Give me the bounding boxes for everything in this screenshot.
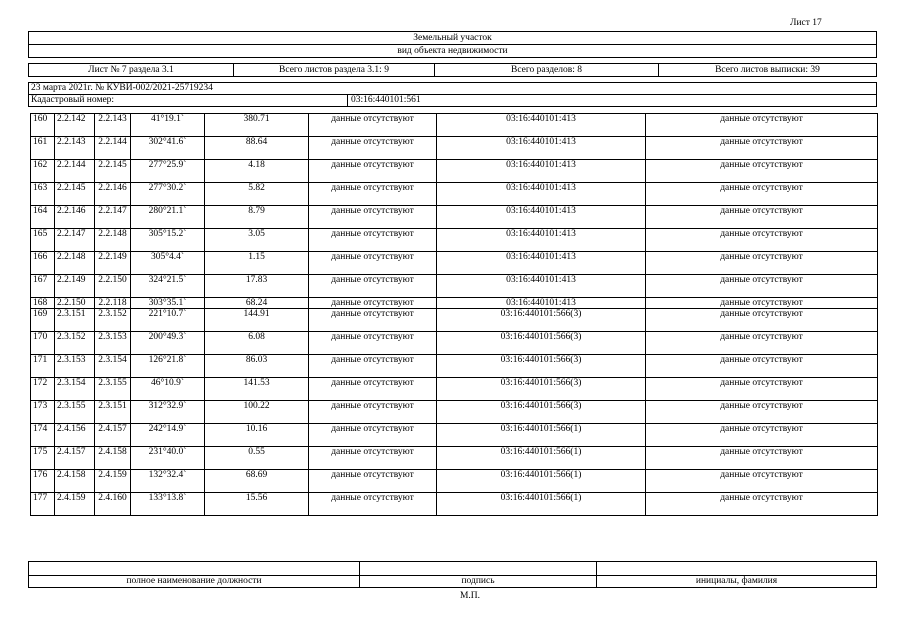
direction-angle: 200°49.3` — [131, 332, 205, 355]
horizontal-length: 88.64 — [205, 137, 309, 160]
adjacent-cadastral-number: 03:16:440101:413 — [437, 160, 646, 183]
section-sheet: Лист № 7 раздела 3.1 — [29, 64, 234, 76]
row-number: 162 — [31, 160, 55, 183]
horizontal-length: 8.79 — [205, 206, 309, 229]
row-number: 165 — [31, 229, 55, 252]
row-number: 164 — [31, 206, 55, 229]
direction-angle: 221°10.7` — [131, 309, 205, 332]
point-to: 2.2.150 — [95, 275, 131, 298]
adjacent-cadastral-number: 03:16:440101:413 — [437, 275, 646, 298]
direction-angle: 277°30.2` — [131, 183, 205, 206]
point-to: 2.2.147 — [95, 206, 131, 229]
adjacent-cadastral-number: 03:16:440101:566(3) — [437, 378, 646, 401]
measurement-description: данные отсутствуют — [309, 114, 437, 137]
adjacent-cadastral-number: 03:16:440101:413 — [437, 137, 646, 160]
table-row — [31, 298, 878, 309]
row-number: 171 — [31, 355, 55, 378]
measurement-description: данные отсутствуют — [309, 424, 437, 447]
table-row — [31, 309, 878, 332]
point-from: 2.2.149 — [55, 275, 95, 298]
adjacent-cadastral-number: 03:16:440101:566(1) — [437, 493, 646, 516]
adjacent-cadastral-number: 03:16:440101:566(3) — [437, 309, 646, 332]
direction-angle: 305°4.4` — [131, 252, 205, 275]
table-row — [31, 424, 878, 447]
point-from: 2.2.148 — [55, 252, 95, 275]
owner-address: данные отсутствуют — [646, 378, 878, 401]
table-row — [31, 470, 878, 493]
object-type: вид объекта недвижимости — [28, 44, 877, 58]
point-to: 2.2.143 — [95, 114, 131, 137]
horizontal-length: 86.03 — [205, 355, 309, 378]
point-to: 2.2.149 — [95, 252, 131, 275]
object-title: Земельный участок — [28, 31, 877, 45]
measurement-description: данные отсутствуют — [309, 252, 437, 275]
point-from: 2.2.143 — [55, 137, 95, 160]
horizontal-length: 1.15 — [205, 252, 309, 275]
owner-address: данные отсутствуют — [646, 137, 878, 160]
owner-address: данные отсутствуют — [646, 298, 878, 309]
owner-address: данные отсутствуют — [646, 424, 878, 447]
table-row — [31, 493, 878, 516]
sheet-number: Лист 17 — [790, 18, 822, 28]
row-number: 170 — [31, 332, 55, 355]
table-row — [31, 378, 878, 401]
row-number: 168 — [31, 298, 55, 309]
measurement-description: данные отсутствуют — [309, 378, 437, 401]
horizontal-length: 17.83 — [205, 275, 309, 298]
point-from: 2.2.147 — [55, 229, 95, 252]
adjacent-cadastral-number: 03:16:440101:566(3) — [437, 401, 646, 424]
horizontal-length: 15.56 — [205, 493, 309, 516]
point-from: 2.4.156 — [55, 424, 95, 447]
measurement-description: данные отсутствуют — [309, 183, 437, 206]
row-number: 176 — [31, 470, 55, 493]
direction-angle: 305°15.2` — [131, 229, 205, 252]
point-from: 2.3.151 — [55, 309, 95, 332]
owner-address: данные отсутствуют — [646, 355, 878, 378]
row-number: 175 — [31, 447, 55, 470]
name-label: инициалы, фамилия — [695, 576, 778, 586]
direction-angle: 324°21.5` — [131, 275, 205, 298]
adjacent-cadastral-number: 03:16:440101:413 — [437, 183, 646, 206]
point-to: 2.3.151 — [95, 401, 131, 424]
measurement-description: данные отсутствуют — [309, 447, 437, 470]
boundary-parts-table — [30, 113, 878, 516]
row-number: 160 — [31, 114, 55, 137]
horizontal-length: 68.69 — [205, 470, 309, 493]
direction-angle: 231°40.0` — [131, 447, 205, 470]
table-row — [31, 183, 878, 206]
point-from: 2.4.157 — [55, 447, 95, 470]
measurement-description: данные отсутствуют — [309, 275, 437, 298]
row-number: 166 — [31, 252, 55, 275]
adjacent-cadastral-number: 03:16:440101:413 — [437, 229, 646, 252]
horizontal-length: 0.55 — [205, 447, 309, 470]
point-to: 2.2.146 — [95, 183, 131, 206]
direction-angle: 303°35.1` — [131, 298, 205, 309]
table-row — [31, 275, 878, 298]
adjacent-cadastral-number: 03:16:440101:413 — [437, 114, 646, 137]
total-sections: Всего разделов: 8 — [435, 64, 659, 76]
horizontal-length: 68.24 — [205, 298, 309, 309]
cadastral-label: Кадастровый номер: — [31, 95, 348, 106]
owner-address: данные отсутствуют — [646, 252, 878, 275]
owner-address: данные отсутствуют — [646, 229, 878, 252]
adjacent-cadastral-number: 03:16:440101:566(1) — [437, 470, 646, 493]
row-number: 169 — [31, 309, 55, 332]
extract-date-number: 23 марта 2021г. № КУВИ-002/2021-25719234 — [28, 82, 877, 95]
point-to: 2.3.155 — [95, 378, 131, 401]
adjacent-cadastral-number: 03:16:440101:566(3) — [437, 355, 646, 378]
point-to: 2.4.158 — [95, 447, 131, 470]
direction-angle: 277°25.9` — [131, 160, 205, 183]
adjacent-cadastral-number: 03:16:440101:566(3) — [437, 332, 646, 355]
signature-label: подпись — [461, 576, 495, 586]
direction-angle: 312°32.9` — [131, 401, 205, 424]
point-to: 2.2.148 — [95, 229, 131, 252]
measurement-description: данные отсутствуют — [309, 160, 437, 183]
row-number: 177 — [31, 493, 55, 516]
measurement-description: данные отсутствуют — [309, 309, 437, 332]
table-row — [31, 229, 878, 252]
measurement-description: данные отсутствуют — [309, 493, 437, 516]
total-section-sheets: Всего листов раздела 3.1: 9 — [234, 64, 435, 76]
point-from: 2.2.144 — [55, 160, 95, 183]
owner-address: данные отсутствуют — [646, 160, 878, 183]
signature-block — [28, 561, 877, 588]
point-from: 2.3.154 — [55, 378, 95, 401]
horizontal-length: 5.82 — [205, 183, 309, 206]
measurement-description: данные отсутствуют — [309, 298, 437, 309]
owner-address: данные отсутствуют — [646, 206, 878, 229]
direction-angle: 133°13.8` — [131, 493, 205, 516]
table-row — [31, 206, 878, 229]
cadastral-row — [28, 94, 877, 107]
table-row — [31, 447, 878, 470]
point-from: 2.2.146 — [55, 206, 95, 229]
adjacent-cadastral-number: 03:16:440101:413 — [437, 298, 646, 309]
direction-angle: 132°32.4` — [131, 470, 205, 493]
adjacent-cadastral-number: 03:16:440101:566(1) — [437, 424, 646, 447]
point-from: 2.3.155 — [55, 401, 95, 424]
point-to: 2.3.153 — [95, 332, 131, 355]
table-row — [31, 160, 878, 183]
table-row — [31, 114, 878, 137]
point-to: 2.2.145 — [95, 160, 131, 183]
row-number: 163 — [31, 183, 55, 206]
horizontal-length: 144.91 — [205, 309, 309, 332]
cadastral-value: 03:16:440101:561 — [351, 95, 421, 105]
measurement-description: данные отсутствуют — [309, 401, 437, 424]
point-to: 2.4.159 — [95, 470, 131, 493]
owner-address: данные отсутствуют — [646, 114, 878, 137]
table-row — [31, 332, 878, 355]
point-from: 2.4.158 — [55, 470, 95, 493]
point-to: 2.3.154 — [95, 355, 131, 378]
table-row — [31, 401, 878, 424]
owner-address: данные отсутствуют — [646, 401, 878, 424]
owner-address: данные отсутствуют — [646, 332, 878, 355]
measurement-description: данные отсутствуют — [309, 229, 437, 252]
adjacent-cadastral-number: 03:16:440101:413 — [437, 206, 646, 229]
row-number: 172 — [31, 378, 55, 401]
direction-angle: 46°10.9` — [131, 378, 205, 401]
horizontal-length: 10.16 — [205, 424, 309, 447]
row-number: 161 — [31, 137, 55, 160]
point-from: 2.3.152 — [55, 332, 95, 355]
measurement-description: данные отсутствуют — [309, 332, 437, 355]
adjacent-cadastral-number: 03:16:440101:566(1) — [437, 447, 646, 470]
direction-angle: 302°41.6` — [131, 137, 205, 160]
owner-address: данные отсутствуют — [646, 275, 878, 298]
measurement-description: данные отсутствуют — [309, 137, 437, 160]
stamp-place: М.П. — [459, 591, 481, 601]
row-number: 167 — [31, 275, 55, 298]
measurement-description: данные отсутствуют — [309, 470, 437, 493]
owner-address: данные отсутствуют — [646, 493, 878, 516]
table-row — [31, 355, 878, 378]
point-from: 2.2.145 — [55, 183, 95, 206]
horizontal-length: 100.22 — [205, 401, 309, 424]
table-row — [31, 137, 878, 160]
row-number: 173 — [31, 401, 55, 424]
owner-address: данные отсутствуют — [646, 447, 878, 470]
horizontal-length: 6.08 — [205, 332, 309, 355]
horizontal-length: 3.05 — [205, 229, 309, 252]
total-extract-sheets: Всего листов выписки: 39 — [715, 65, 820, 75]
horizontal-length: 4.18 — [205, 160, 309, 183]
point-from: 2.2.142 — [55, 114, 95, 137]
point-to: 2.4.160 — [95, 493, 131, 516]
row-number: 174 — [31, 424, 55, 447]
point-from: 2.3.153 — [55, 355, 95, 378]
point-from: 2.2.150 — [55, 298, 95, 309]
horizontal-length: 141.53 — [205, 378, 309, 401]
horizontal-length: 380.71 — [205, 114, 309, 137]
measurement-description: данные отсутствуют — [309, 206, 437, 229]
measurement-description: данные отсутствуют — [309, 355, 437, 378]
owner-address: данные отсутствуют — [646, 183, 878, 206]
direction-angle: 126°21.8` — [131, 355, 205, 378]
direction-angle: 280°21.1` — [131, 206, 205, 229]
point-to: 2.3.152 — [95, 309, 131, 332]
direction-angle: 242°14.9` — [131, 424, 205, 447]
adjacent-cadastral-number: 03:16:440101:413 — [437, 252, 646, 275]
sheet-info-row — [28, 63, 877, 77]
direction-angle: 41°19.1` — [131, 114, 205, 137]
position-label: полное наименование должности — [126, 576, 262, 586]
point-to: 2.2.118 — [95, 298, 131, 309]
owner-address: данные отсутствуют — [646, 470, 878, 493]
point-to: 2.4.157 — [95, 424, 131, 447]
point-from: 2.4.159 — [55, 493, 95, 516]
point-to: 2.2.144 — [95, 137, 131, 160]
table-row — [31, 252, 878, 275]
owner-address: данные отсутствуют — [646, 309, 878, 332]
